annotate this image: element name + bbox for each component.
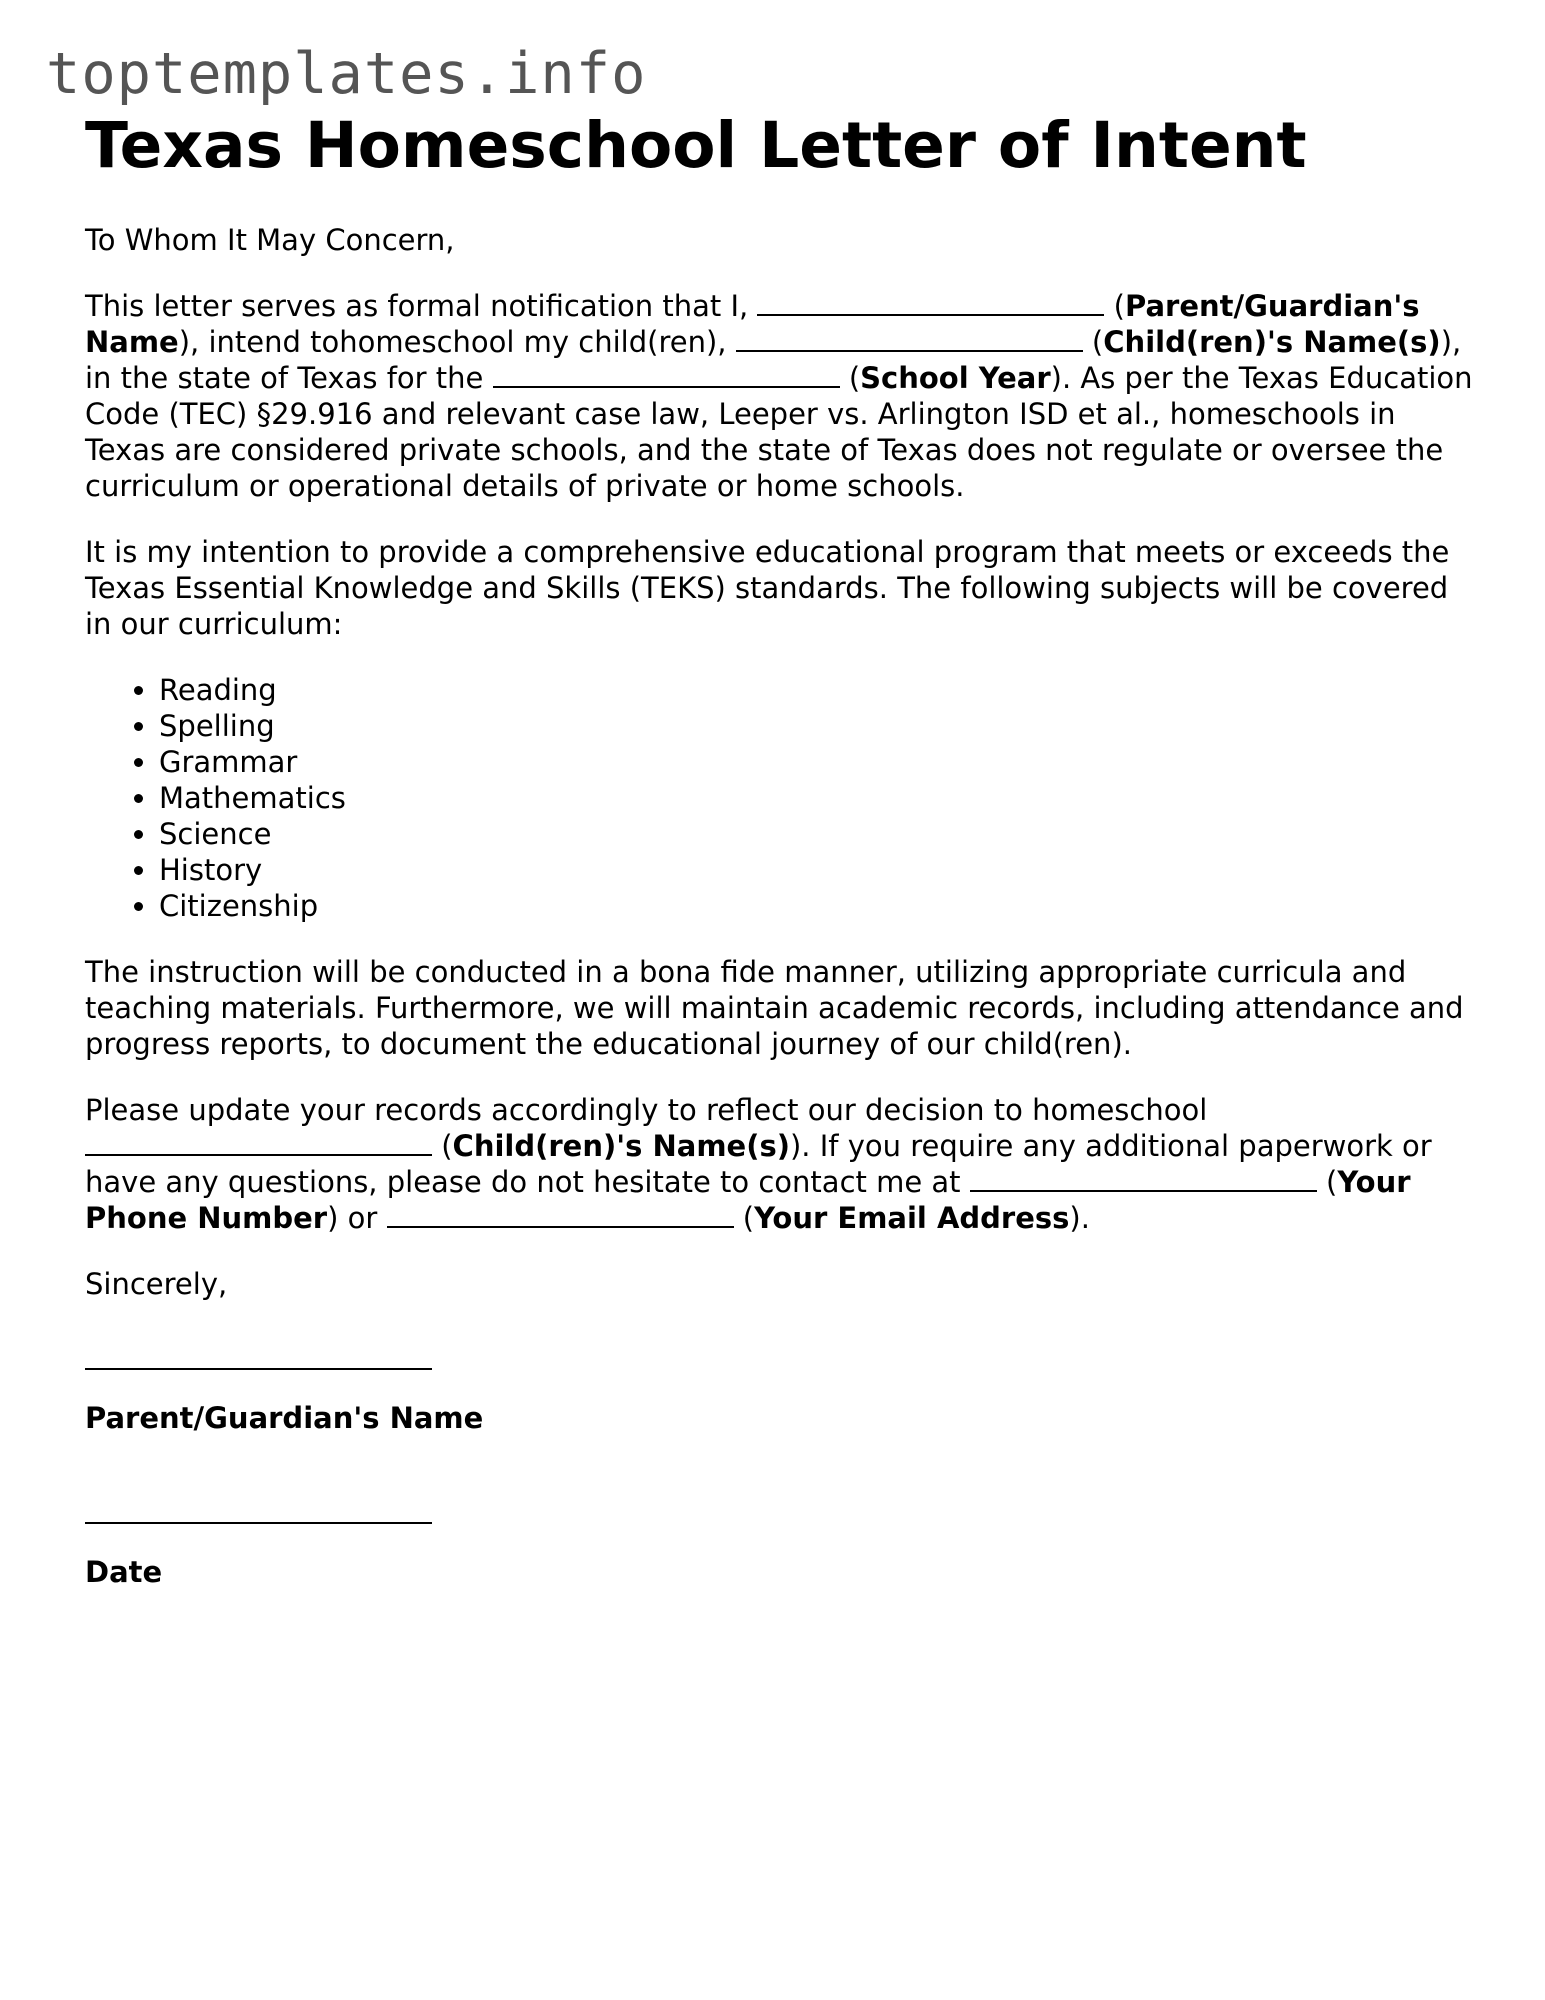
intention-paragraph: It is my intention to provide a comprehensive educational program that meets or exceeds the Texas Essential Knowledge and Skills (TEKS) standards. The following subjects will be covered in our curriculum: xyxy=(85,535,1450,642)
salutation: To Whom It May Concern, xyxy=(85,223,455,258)
child-names-blank[interactable] xyxy=(736,324,1083,352)
child-names-label: Child(ren)'s Name(s) xyxy=(1103,325,1441,360)
list-item: • Reading xyxy=(159,672,1475,708)
subjects-list xyxy=(85,672,1475,924)
phone-label: Your Phone Number xyxy=(85,1165,1411,1236)
list-item: • Grammar xyxy=(159,744,1475,780)
email-label: Your Email Address xyxy=(754,1201,1070,1236)
instruction-paragraph: The instruction will be conducted in a bona fide manner, utilizing appropriate curricula and teaching materials. Furthermore, we will maintain academic records, including attendance and progress reports, to document the educational journey of our child(ren). xyxy=(85,955,1464,1062)
phone-blank[interactable] xyxy=(970,1164,1317,1192)
child-names-blank-2[interactable] xyxy=(85,1128,432,1156)
list-item: • History xyxy=(159,852,1475,888)
parent-name-label: Parent/Guardian's Name xyxy=(85,289,1420,360)
p4-text-3: ) or xyxy=(327,1201,378,1236)
signature-blank[interactable] xyxy=(85,1332,432,1370)
letter-document xyxy=(85,110,1475,1640)
closing: Sincerely, xyxy=(85,1267,228,1302)
p4-text-4: ). xyxy=(1069,1201,1090,1236)
list-item: • Mathematics xyxy=(159,780,1475,816)
watermark: toptemplates.info xyxy=(46,41,647,107)
p1-text-3: ), in the state of Texas for the xyxy=(85,325,1462,396)
p1-text-4: ). As per the Texas Education Code (TEC) §29.916 and relevant case law, Leeper vs. Arlington ISD et al., homeschools in Texas are considered private schools, and the state of Texas does not regulate or oversee the curriculum or operational details of private or home schools. xyxy=(85,361,1473,504)
parent-name-blank[interactable] xyxy=(757,288,1104,316)
date-blank[interactable] xyxy=(85,1486,432,1524)
date-label: Date xyxy=(85,1555,163,1590)
page-title: Texas Homeschool Letter of Intent xyxy=(85,109,1307,182)
p4-text-1: Please update your records accordingly to reflect our decision to homeschool xyxy=(85,1093,1208,1128)
p1-text-1: This letter serves as formal notification that I, xyxy=(85,289,749,324)
notification-paragraph: This letter serves as formal notification that I, (Parent/Guardian's Name), intend tohomeschool my child(ren), (Child(ren)'s Name(s)), in the state of Texas for the (School Year). As per the Texas Education Code (TEC) §29.916 and relevant case law, Leeper vs. Arlington ISD et al., homeschools in Texas are considered private schools, and the state of Texas does not regulate or oversee the curriculum or operational details of private or home schools. xyxy=(85,289,1473,504)
school-year-blank[interactable] xyxy=(493,360,840,388)
child-names-label-2: Child(ren)'s Name(s) xyxy=(452,1129,790,1164)
school-year-label: School Year xyxy=(860,361,1051,396)
email-blank[interactable] xyxy=(387,1200,734,1228)
signature-label: Parent/Guardian's Name xyxy=(85,1401,484,1436)
p4-text-2: ). If you require any additional paperwork or have any questions, please do not hesitate to contact me at xyxy=(85,1129,1432,1200)
list-item: • Science xyxy=(159,816,1475,852)
update-records-paragraph: Please update your records accordingly to reflect our decision to homeschool (Child(ren)'s Name(s)). If you require any additional paperwork or have any questions, please do not hesitate to contact me at (Your Phone Number) or (Your Email Address). xyxy=(85,1093,1432,1236)
p1-text-2: ), intend tohomeschool my child(ren), xyxy=(178,325,727,360)
letter-body xyxy=(85,222,1475,1590)
list-item: • Spelling xyxy=(159,708,1475,744)
list-item: • Citizenship xyxy=(159,888,1475,924)
